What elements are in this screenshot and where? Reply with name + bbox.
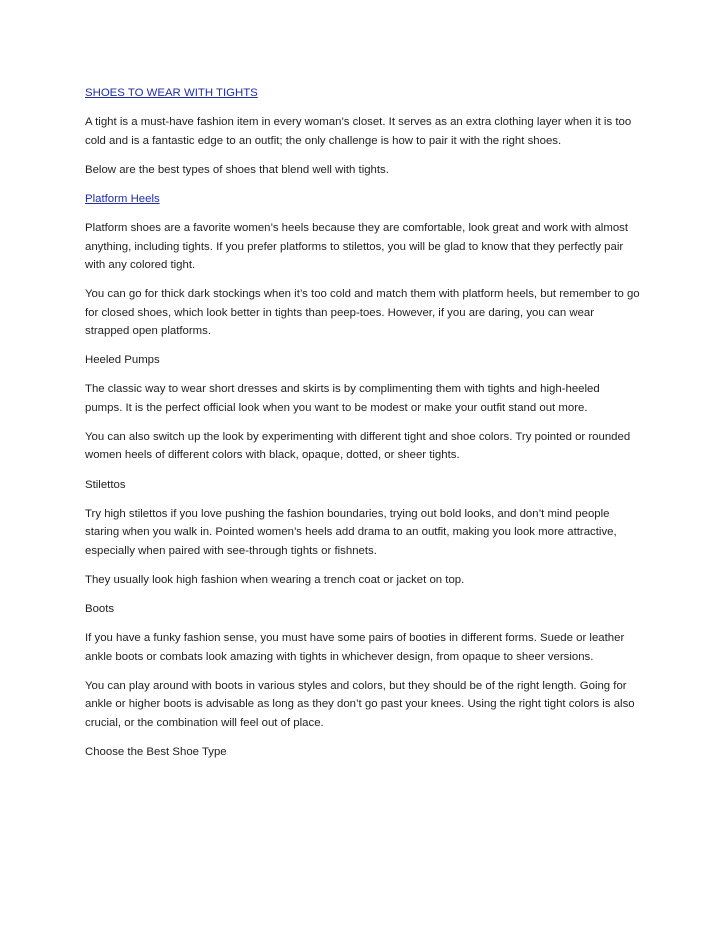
intro-paragraph: Below are the best types of shoes that blend well with tights. [85, 163, 389, 176]
document-body [85, 84, 640, 772]
platform-heels-heading [85, 190, 640, 208]
boots-heading: Boots [85, 603, 115, 616]
body-paragraph: You can play around with boots in various styles and colors, but they should be of the right length. Going for ankle or higher boots is advisable as long as they don’t go past your knees. Using the right tight colors is also crucial, or the combination will feel out of place. [85, 679, 635, 729]
heeled-pumps-heading: Heeled Pumps [85, 354, 160, 367]
body-paragraph: If you have a funky fashion sense, you must have some pairs of booties in different forms. Suede or leather ankle boots or combats look amazing with tights in whichever design, from opaque to sheer versions. [85, 632, 625, 663]
body-paragraph: You can also switch up the look by experimenting with different tight and shoe colors. Try pointed or rounded women heels of different colors with black, opaque, dotted, or sheer tights. [85, 431, 631, 462]
body-paragraph: They usually look high fashion when wearing a trench coat or jacket on top. [85, 573, 465, 586]
intro-paragraph: A tight is a must-have fashion item in every woman’s closet. It serves as an extra clothing layer when it is too cold and is a fantastic edge to an outfit; the only challenge is how to pair it with the right shoes. [85, 116, 632, 147]
body-paragraph: Platform shoes are a favorite women’s heels because they are comfortable, look great and work with almost anything, including tights. If you prefer platforms to stilettos, you will be glad to know that they perfectly pair with any colored tight. [85, 222, 629, 272]
title-link[interactable]: SHOES TO WEAR WITH TIGHTS [85, 87, 258, 99]
title-paragraph [85, 84, 640, 102]
body-paragraph: The classic way to wear short dresses and skirts is by complimenting them with tights and high-heeled pumps. It is the perfect official look when you want to be modest or make your outfit stand out more. [85, 383, 600, 414]
platform-heels-link[interactable]: Platform Heels [85, 193, 160, 206]
closing-heading: Choose the Best Shoe Type [85, 745, 227, 758]
body-paragraph: You can go for thick dark stockings when it’s too cold and match them with platform heels, but remember to go for closed shoes, which look better in tights than peep-toes. However, if you are daring, you can wear strapped open platforms. [85, 288, 640, 338]
body-paragraph: Try high stilettos if you love pushing the fashion boundaries, trying out bold looks, and don’t mind people staring when you walk in. Pointed women’s heels add drama to an outfit, making you look more attractive, especially when paired with see-through tights or fishnets. [85, 507, 617, 557]
stilettos-heading: Stilettos [85, 478, 126, 491]
